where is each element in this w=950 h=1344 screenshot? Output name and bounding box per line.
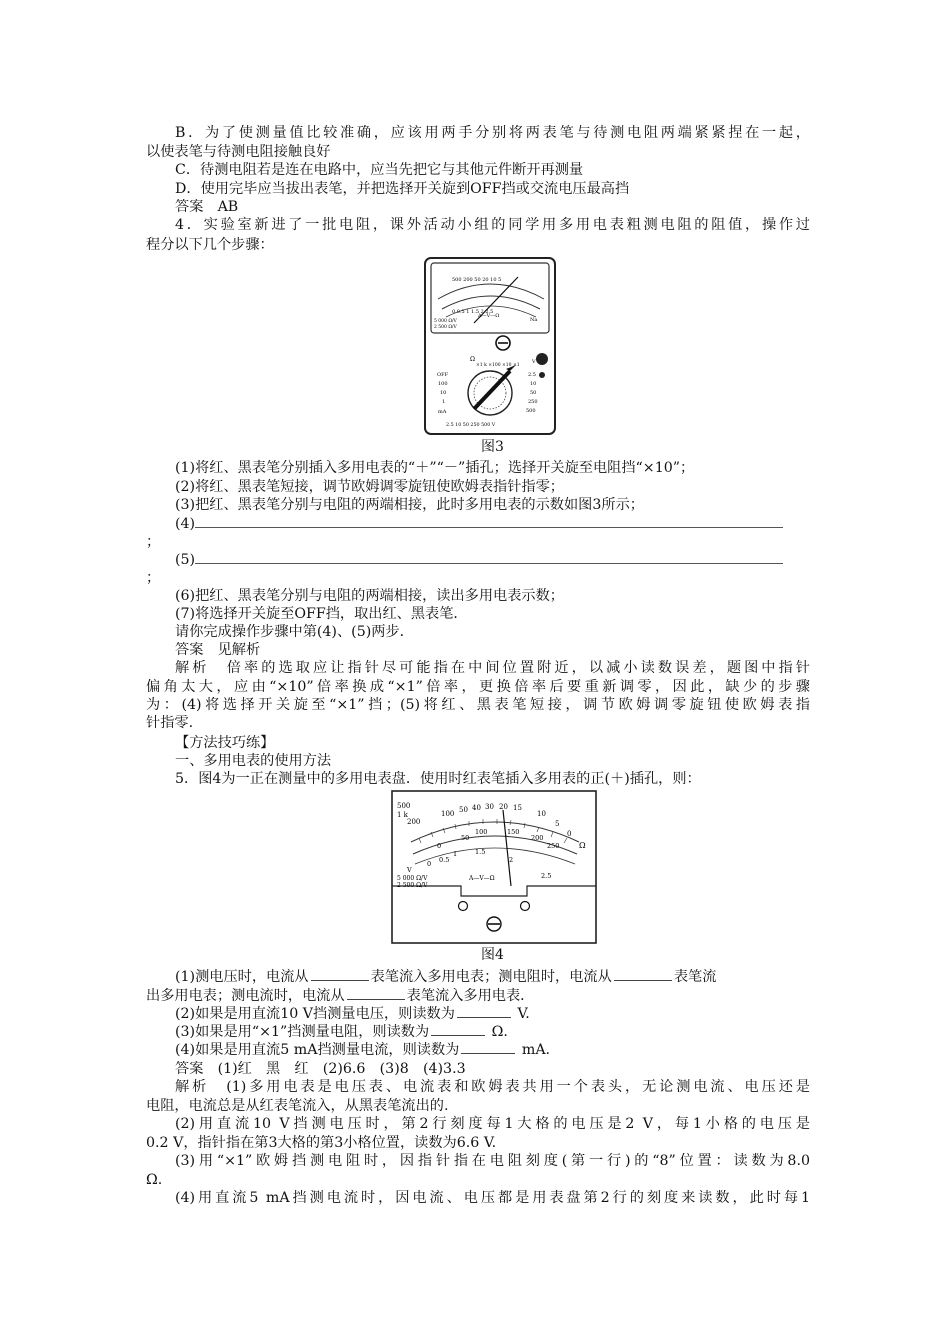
option-b-line1: B．为了使测量值比较准确，应该用两手分别将两表笔与待测电阻两端紧紧捏在一起，: [175, 125, 810, 141]
explanation-5-line4: 0.2 V，指针指在第3大格的第3小格位置，读数为6.6 V.: [146, 1135, 497, 1151]
step-2: (2)将红、黑表笔短接，调节欧姆调零旋钮使欧姆表指针指零；: [175, 479, 564, 495]
q5-part-1-line2: [146, 987, 810, 1006]
fig4-ohm-label-100: 100: [441, 810, 455, 818]
fig3-scale-mid: 0 0.5 1 1.5 2 2.5: [452, 309, 494, 315]
q5-p4-text-a: (4)如果是用直流5 mA挡测量电流，则读数为: [175, 1042, 460, 1058]
fig4-label-avo: A—V—Ω: [469, 875, 495, 882]
q5-part-4: [175, 1041, 810, 1060]
q5-p4-blank: [461, 1041, 515, 1054]
figure-3-multimeter: [422, 255, 558, 437]
q5-part-3: [175, 1023, 810, 1042]
fig3-sel-right-1: 2.5: [528, 372, 536, 378]
step-3: (3)把红、黑表笔分别与电阻的两端相接，此时多用电表的示数如图3所示；: [175, 497, 644, 513]
fig3-sel-right-2: 10: [530, 381, 537, 387]
q5-p1-text-e: 表笔流入多用电表．: [406, 988, 535, 1004]
fig3-sel-right-3: 50: [530, 390, 537, 396]
fig3-probe-jack-icon-2: [539, 372, 545, 378]
fig4-low-label-2: 2: [509, 856, 514, 864]
fig3-sel-bottom: 2.5 10 50 250 500 V: [446, 423, 496, 428]
fig3-sel-mult: ×1 k ×100 ×10 ×1: [476, 363, 520, 368]
q5-part-1-line1: [175, 968, 810, 987]
q5-p3-unit: Ω.: [491, 1024, 508, 1040]
option-b-line2: 以使表笔与待测电阻接触良好: [146, 144, 331, 160]
step-5-semicolon: ；: [146, 570, 161, 586]
figure-4-caption: 图4: [481, 947, 504, 963]
section-subtitle: 一、多用电表的使用方法: [175, 753, 332, 769]
fig3-label-na: Na: [530, 317, 538, 323]
q5-p1-blank-3: [347, 987, 405, 1000]
fig4-mid-label-100: 100: [475, 828, 488, 836]
step-7: (7)将选择开关旋至OFF挡，取出红、黑表笔．: [175, 606, 468, 622]
fig4-mid-label-50: 50: [461, 834, 470, 842]
section-title: 【方法技巧练】: [175, 735, 275, 751]
fig4-mid-label-200: 200: [531, 834, 544, 842]
step-1: (1)将红、黑表笔分别插入多用电表的“＋”“－”插孔；选择开关旋至电阻挡“×10”；: [175, 460, 695, 476]
fig4-ohm-label-200: 200: [407, 818, 421, 826]
option-d: D．使用完毕应当拔出表笔，并把选择开关旋到OFF挡或交流电压最高挡: [175, 181, 630, 197]
fig4-ohm-label-0: 0: [567, 830, 572, 838]
answer-4: 答案 见解析: [175, 642, 261, 658]
q5-part-2: [175, 1005, 810, 1024]
fig4-low-label-1: 1: [453, 850, 458, 858]
q5-p1-text-a: (1)测电压时，电流从: [175, 969, 309, 985]
fig3-label-avo: A—V—Ω: [478, 313, 500, 319]
fig3-sel-off: OFF: [437, 372, 449, 378]
fig4-ohm-label-30: 30: [485, 803, 494, 811]
answer-5: 答案 (1)红 黑 红 (2)6.6 (3)8 (4)3.3: [175, 1061, 466, 1077]
fig4-low-label-0-5: 0.5: [439, 856, 450, 864]
question-4-ask: 请你完成操作步骤中第(4)、(5)两步．: [175, 624, 414, 640]
fig4-ohm-label-15: 15: [513, 804, 522, 812]
fig4-ohm-label-1k: 1 k: [397, 811, 408, 819]
explanation-5-line5: (3)用“×1”欧姆挡测电阻时，因指针指在电阻刻度(第一行)的“8”位置：读数为8.0: [175, 1153, 810, 1169]
explanation-5-line2: 电阻，电流总是从红表笔流入，从黑表笔流出的.: [146, 1098, 449, 1114]
step-4: [175, 514, 810, 534]
q5-p2-blank: [457, 1005, 511, 1018]
step-5-blank: [195, 550, 783, 564]
fig4-ohm-label-500: 500: [397, 802, 411, 810]
fig4-ohm-unit: Ω: [579, 841, 586, 850]
fig4-jack-icon-1: [459, 902, 468, 911]
explanation-5-line6: Ω.: [146, 1172, 163, 1188]
fig3-sel-omega: Ω: [470, 356, 475, 363]
fig3-sel-left-1: 100: [438, 381, 448, 387]
fig4-low-label-1-5: 1.5: [475, 848, 486, 856]
fig3-sel-left-3: 1: [442, 399, 446, 405]
fig3-label-ohm-v: 5 000 Ω/V: [434, 319, 457, 324]
fig3-probe-jack-icon: [536, 353, 548, 365]
explanation-4-line3: 为：(4)将选择开关旋至“×1”挡；(5)将红、黑表笔短接，调节欧姆调零旋钮使欧姆表指: [146, 697, 810, 713]
q5-p1-text-c: 表笔流: [673, 969, 717, 985]
explanation-5-line3: (2)用直流10 V挡测电压时，第2行刻度每1大格的电压是2 V，每1小格的电压是: [175, 1116, 810, 1132]
step-4-label: (4): [175, 516, 196, 532]
fig4-mid-label-250: 250: [547, 842, 560, 850]
fig3-label-ohm-v2: 2 500 Ω/V: [434, 325, 457, 330]
fig3-sel-left-2: 10: [440, 390, 447, 396]
figure-4-meter-dial: [391, 790, 597, 944]
question-5: 5．图4为一正在测量中的多用电表盘．使用时红表笔插入多用表的正(＋)插孔，则：: [175, 771, 701, 787]
explanation-4-line1: 解析 倍率的选取应让指针尽可能指在中间位置附近，以减小读数误差，题图中指针: [175, 660, 810, 676]
fig4-low-label-2-5: 2.5: [541, 872, 552, 880]
step-5: [175, 550, 810, 570]
q5-p3-blank: [431, 1023, 485, 1036]
q5-p2-unit: V.: [517, 1006, 530, 1022]
step-5-label: (5): [175, 552, 196, 568]
explanation-4-line2: 偏角太大，应由“×10”倍率换成“×1”倍率，更换倍率后要重新调零，因此，缺少的步骤: [146, 679, 810, 695]
fig4-ohm-label-40: 40: [472, 804, 481, 812]
answer-3: 答案 AB: [175, 199, 239, 215]
q5-p2-text-a: (2)如果是用直流10 V挡测量电压，则读数为: [175, 1006, 455, 1022]
fig4-jack-icon-2: [521, 902, 530, 911]
explanation-5-line1: 解析 (1)多用电表是电压表、电流表和欧姆表共用一个表头，无论测电流、电压还是: [175, 1079, 810, 1095]
question-4-line2: 程分以下几个步骤：: [146, 237, 274, 253]
q5-p4-unit: mA.: [521, 1042, 551, 1058]
fig3-sel-v: V: [532, 359, 536, 365]
fig3-scale-top: 500 200 50 20 10 5: [452, 277, 502, 283]
fig3-sel-right-4: 250: [528, 399, 538, 405]
step-4-semicolon: ；: [146, 534, 161, 550]
fig4-ohm-label-10: 10: [537, 810, 546, 818]
question-4-line1: 4．实验室新进了一批电阻，课外活动小组的同学用多用电表粗测电阻的阻值，操作过: [175, 217, 810, 233]
q5-p1-text-d: 出多用电表；测电流时，电流从: [146, 988, 345, 1004]
option-c: C．待测电阻若是连在电路中，应当先把它与其他元件断开再测量: [175, 162, 584, 178]
figure-3-caption: 图3: [481, 439, 504, 455]
fig4-label-v: V: [407, 866, 412, 874]
fig3-sel-ma: mA: [438, 409, 447, 415]
q5-p1-blank-1: [311, 968, 369, 981]
fig4-mid-label-150: 150: [507, 828, 520, 836]
step-4-blank: [195, 514, 783, 528]
explanation-4-line4: 针指零.: [146, 715, 194, 731]
fig4-label-ohm-v: 5 000 Ω/V: [397, 875, 428, 882]
q5-p1-text-b: 表笔流入多用电表；测电阻时，电流从: [370, 969, 612, 985]
explanation-5-line7: (4)用直流5 mA挡测电流时，因电流、电压都是用表盘第2行的刻度来读数，此时每1: [175, 1190, 810, 1206]
fig4-ohm-label-20: 20: [499, 803, 508, 811]
fig4-low-label-0: 0: [427, 860, 432, 868]
fig4-label-ohm-v2: 2 500 Ω/V: [397, 882, 428, 889]
q5-p1-blank-2: [614, 968, 672, 981]
fig4-mid-label-0: 0: [437, 842, 442, 850]
fig4-ohm-label-5: 5: [555, 820, 560, 828]
q5-p3-text-a: (3)如果是用“×1”挡测量电阻，则读数为: [175, 1024, 430, 1040]
step-6: (6)把红、黑表笔分别与电阻的两端相接，读出多用电表示数；: [175, 588, 564, 604]
fig4-ohm-label-50: 50: [459, 806, 468, 814]
fig3-sel-right-5: 500: [526, 408, 536, 414]
